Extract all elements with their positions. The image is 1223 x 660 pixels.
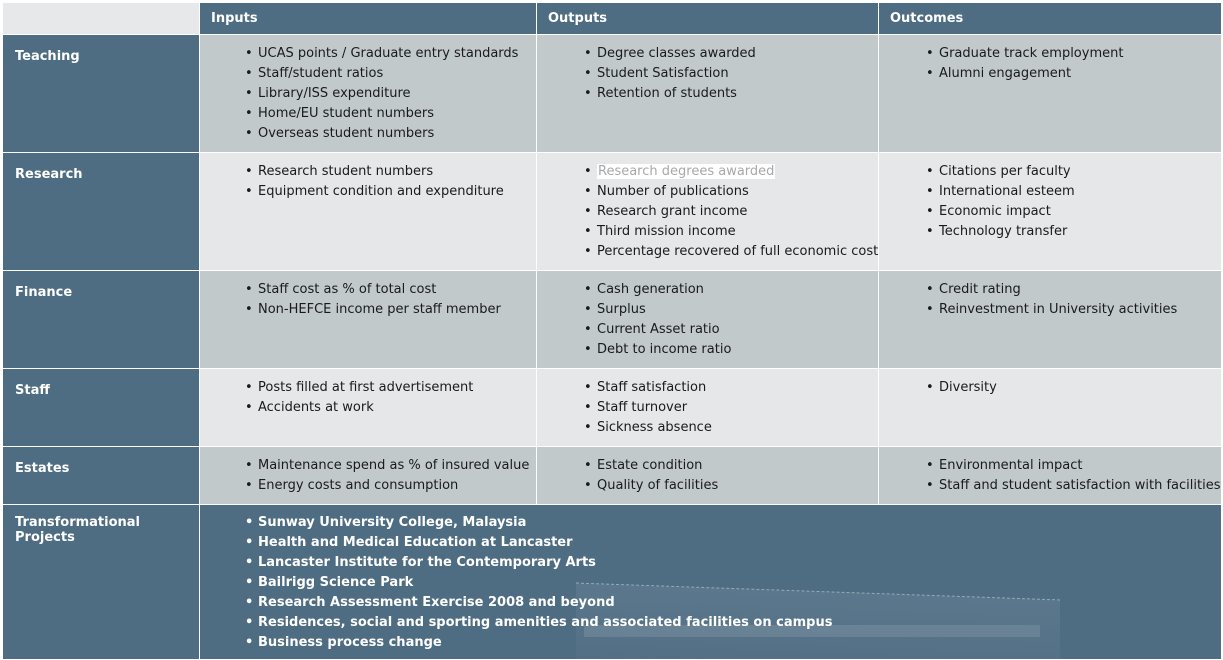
teaching-outcomes-cell xyxy=(879,35,1222,153)
transformational-projects-cell xyxy=(200,505,1222,660)
list-item: • International esteem xyxy=(939,182,1221,202)
list-item: • Number of publications xyxy=(597,182,878,202)
list-item: • Posts filled at first advertisement xyxy=(258,378,536,398)
list-item: • Student Satisfaction xyxy=(597,64,878,84)
list-item xyxy=(597,162,878,182)
list-item: • Staff cost as % of total cost xyxy=(258,280,536,300)
list-item: • Residences, social and sporting amenities and associated facilities on campus xyxy=(258,613,1221,633)
selected-text[interactable]: Research degrees awarded xyxy=(598,164,775,179)
staff-outcomes-cell xyxy=(879,369,1222,447)
list-item: • Percentage recovered of full economic cost xyxy=(597,242,878,262)
list-item: • Non-HEFCE income per staff member xyxy=(258,300,536,320)
research-inputs-cell xyxy=(200,153,537,271)
list-item: • Research grant income xyxy=(597,202,878,222)
list-item: • Graduate track employment xyxy=(939,44,1221,64)
column-header-outputs: Outputs xyxy=(537,3,879,35)
list-item: • Current Asset ratio xyxy=(597,320,878,340)
research-outcomes-cell xyxy=(879,153,1222,271)
list-item: • Alumni engagement xyxy=(939,64,1221,84)
list-item: • Technology transfer xyxy=(939,222,1221,242)
list-item: • Business process change xyxy=(258,633,1221,653)
list-item: • Reinvestment in University activities xyxy=(939,300,1221,320)
row-finance xyxy=(3,271,1222,369)
column-header-inputs: Inputs xyxy=(200,3,537,35)
list-item: • Maintenance spend as % of insured value xyxy=(258,456,536,476)
list-item: • Third mission income xyxy=(597,222,878,242)
list-item: • Staff turnover xyxy=(597,398,878,418)
list-item: • Research student numbers xyxy=(258,162,536,182)
row-label-teaching: Teaching xyxy=(3,35,200,153)
finance-outcomes-cell xyxy=(879,271,1222,369)
finance-inputs-cell xyxy=(200,271,537,369)
research-outputs-cell xyxy=(537,153,879,271)
list-item: • Degree classes awarded xyxy=(597,44,878,64)
list-item: • Research Assessment Exercise 2008 and beyond xyxy=(258,593,1221,613)
list-item: • Sunway University College, Malaysia xyxy=(258,513,1221,533)
list-item: • Sickness absence xyxy=(597,418,878,438)
staff-outputs-cell xyxy=(537,369,879,447)
list-item: • Home/EU student numbers xyxy=(258,104,536,124)
list-item: • Staff/student ratios xyxy=(258,64,536,84)
list-item: • Estate condition xyxy=(597,456,878,476)
list-item: • Retention of students xyxy=(597,84,878,104)
list-item: • Diversity xyxy=(939,378,1221,398)
row-staff xyxy=(3,369,1222,447)
list-item: • Energy costs and consumption xyxy=(258,476,536,496)
estates-inputs-cell xyxy=(200,447,537,505)
teaching-inputs-cell xyxy=(200,35,537,153)
staff-inputs-cell xyxy=(200,369,537,447)
teaching-outputs-cell xyxy=(537,35,879,153)
list-item: • Credit rating xyxy=(939,280,1221,300)
list-item: • Staff satisfaction xyxy=(597,378,878,398)
list-item: • Bailrigg Science Park xyxy=(258,573,1221,593)
list-item: • UCAS points / Graduate entry standards xyxy=(258,44,536,64)
estates-outputs-cell xyxy=(537,447,879,505)
list-item: • Citations per faculty xyxy=(939,162,1221,182)
list-item: • Equipment condition and expenditure xyxy=(258,182,536,202)
row-research xyxy=(3,153,1222,271)
list-item: • Library/ISS expenditure xyxy=(258,84,536,104)
list-item: • Surplus xyxy=(597,300,878,320)
kpi-matrix-table xyxy=(2,2,1222,660)
list-item: • Staff and student satisfaction with facilities xyxy=(939,476,1221,496)
list-item: • Health and Medical Education at Lancaster xyxy=(258,533,1221,553)
finance-outputs-cell xyxy=(537,271,879,369)
row-teaching xyxy=(3,35,1222,153)
row-label-staff: Staff xyxy=(3,369,200,447)
list-item: • Lancaster Institute for the Contemporary Arts xyxy=(258,553,1221,573)
row-label-finance: Finance xyxy=(3,271,200,369)
row-estates xyxy=(3,447,1222,505)
column-header-outcomes: Outcomes xyxy=(879,3,1222,35)
list-item: • Debt to income ratio xyxy=(597,340,878,360)
list-item: • Overseas student numbers xyxy=(258,124,536,144)
row-transformational-projects xyxy=(3,505,1222,660)
list-item: • Environmental impact xyxy=(939,456,1221,476)
list-item: • Accidents at work xyxy=(258,398,536,418)
row-label-research: Research xyxy=(3,153,200,271)
list-item: • Economic impact xyxy=(939,202,1221,222)
corner-cell xyxy=(3,3,200,35)
estates-outcomes-cell xyxy=(879,447,1222,505)
list-item: • Cash generation xyxy=(597,280,878,300)
row-label-transformational: Transformational Projects xyxy=(3,505,200,660)
list-item: • Quality of facilities xyxy=(597,476,878,496)
row-label-estates: Estates xyxy=(3,447,200,505)
